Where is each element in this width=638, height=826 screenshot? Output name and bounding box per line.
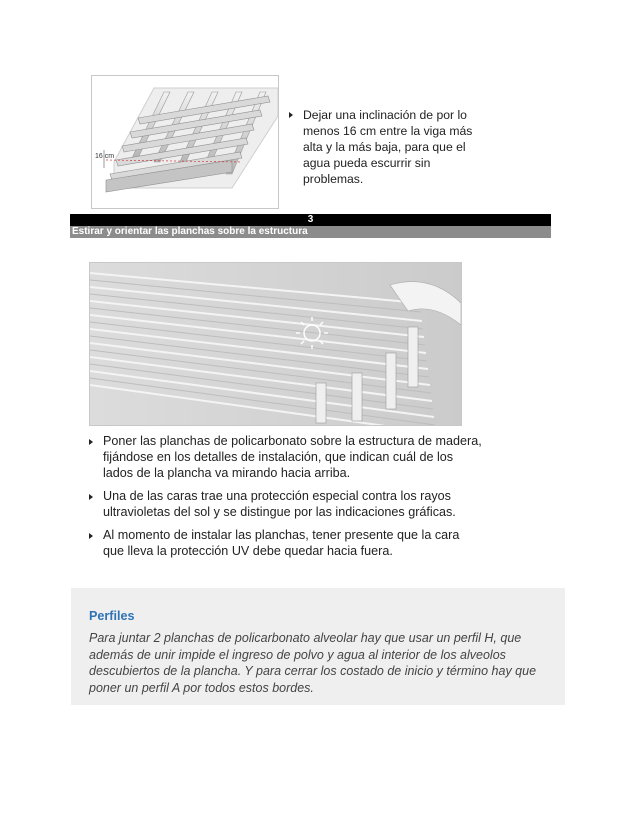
- profiles-text: Para juntar 2 planchas de policarbonato alveolar hay que usar un perfil H, que además de unir impide el ingreso de polvo y agua al interior de los alveolos descubiertos de la plancha. Y para cerrar los costado de inicio y término hay que poner un perfil A por todos estos bordes.: [89, 631, 537, 695]
- instructions-list: [83, 433, 483, 566]
- roof-structure-diagram-icon: [92, 76, 278, 208]
- side-bullet-list: [283, 107, 483, 187]
- roof-structure-figure: [91, 75, 279, 209]
- step-title: Estirar y orientar las planchas sobre la estructura: [72, 226, 308, 237]
- profiles-title: Perfiles: [89, 609, 135, 623]
- instruction-item: Poner las planchas de policarbonato sobre la estructura de madera, fijándose en los detalles de instalación, que indican cuál de los lados de la plancha va mirando hacia arriba.: [83, 433, 483, 481]
- figure1-label: 16 cm: [95, 153, 115, 160]
- instruction-item: Una de las caras trae una protección especial contra los rayos ultravioletas del sol y se distingue por las indicaciones gráficas.: [83, 488, 483, 520]
- step-number-bar: [70, 214, 551, 226]
- instruction-item: Al momento de instalar las planchas, tener presente que la cara que lleva la protección UV debe quedar hacia fuera.: [83, 527, 483, 559]
- side-bullet: Dejar una inclinación de por lo menos 16 cm entre la viga más alta y la más baja, para que el agua pueda escurrir sin problemas.: [283, 107, 483, 187]
- step-title-bar: [70, 226, 551, 238]
- polycarbonate-sheet-figure: [89, 262, 462, 426]
- step-number: 3: [307, 214, 314, 225]
- polycarbonate-sheet-sun-illustration-icon: [90, 263, 461, 425]
- profiles-box: [71, 588, 565, 705]
